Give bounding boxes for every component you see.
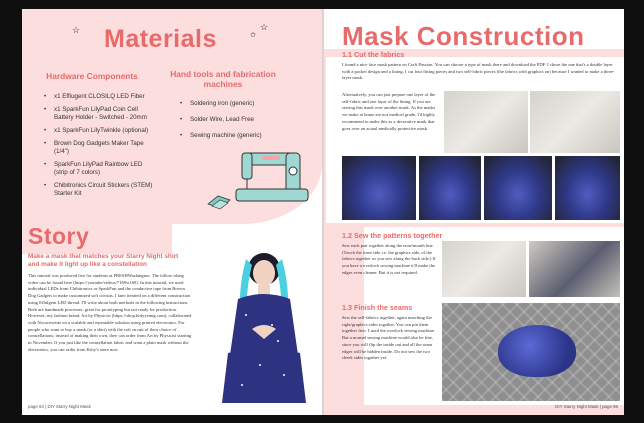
magazine-spread [22, 9, 624, 415]
fabric-photo [484, 156, 552, 220]
mask-fabric [498, 325, 576, 377]
section-text-finish: Sew the self-fabrics together, again matching the right/graphics sides together. You can pin them together first. I used the overlock sewing machine. But a normal sewing machine would also be fine, since you will flip the inside out and all the seam edges will be hidden inside. Do not sew the two cheek sides together yet. [342, 315, 435, 361]
star-icon: ☆ [72, 25, 81, 35]
fabric-photo [555, 156, 620, 220]
fabric-photo [342, 156, 416, 220]
tools-list [180, 100, 290, 148]
sewing-machine-illustration [234, 149, 312, 205]
story-subtitle: Make a mask that matches your Starry Night shirt and make it light up like a constellation [28, 253, 179, 268]
seams-photo [442, 303, 620, 401]
section-title-sew: 1.2 Sew the patterns together [342, 231, 443, 240]
story-title: Story [28, 223, 90, 249]
left-footer: page 64 | DIY Starry Night Mask [28, 404, 91, 409]
list-item: • Sewing machine (generic) [180, 132, 290, 140]
star-icon: ☆ [260, 22, 269, 32]
story-text: This tutorial was produced live for students at FRESHWashington. The follow-along video can be found here (https://youtube/videos/7169w169). In this tutorial, we used individual LEDs from Chibitronics or SparkFun and the conductive tape from Brown Dog Gadgets to make customized soft circuits. I later iterated on a different construction using Effulgent LED thread. I'll write about both methods in the following instructions. Both are handmade processes, great for prototyping but not ready for production. However, my fashion brand, Art by Physicist (https://shop.kittyyeung.com), collaborated with Nocaceventz on a scalable and repeatable solution using printed electronics. For people who want to buy a mask (or a shirt) with the soft circuit of their choice of constellations, instead of making their own, they can order from Art by Physicist starting in November. If you just like the constellation fabric and want a plain mask without the electronics, you can order from Kitty's store now. [28, 273, 192, 352]
list-item: • x1 SparkFun LilyPad Coin Cell Battery Holder - Switched - 20mm [44, 106, 154, 122]
hardware-list [44, 93, 154, 203]
list-item: • Brown Dog Gadgets Maker Tape (1/4") [44, 140, 154, 156]
list-item: • x1 SparkFun LilyTwinkle (optional) [44, 127, 154, 135]
section-title-cut: 1.1 Cut the fabrics [342, 50, 405, 59]
model-photo [202, 235, 320, 403]
list-item: • Soldering iron (generic) [180, 100, 290, 108]
list-item: • x1 Effiugent CLOSILQ LED Fiber [44, 93, 154, 101]
list-item: • Solder Wire, Lead Free [180, 116, 290, 124]
hardware-title: Hardware Components [46, 71, 138, 81]
section-text-cut-2: Alternatively, you can just prepare one layer of the self-fabric and one layer of the lining. If you are sewing this mask over another mask. As the masks we make at home are not medical grade, I'd highly recommend to make this as a decorative mask that goes over an actual medically protective mask. [342, 92, 436, 131]
sewing-photo [529, 241, 620, 297]
tools-title: Hand tools and fabrication machines [170, 69, 276, 89]
list-item: • Chibitronics Circuit Stickers (STEM) Starter Kit [44, 182, 154, 198]
section-text-cut-1: I found a nice face mask pattern on Craft Passion. You can choose a type of mask there and download the PDF. I chose the one that's a double layer with a pocket design and a lining. I cut four fitting pieces and two self-fabric pieces (the fabrics with graphics on) because I wanted to make a three-layer mask. [342, 62, 615, 81]
fabric-icon [206, 194, 232, 210]
pattern-photo [444, 91, 528, 153]
sewing-photo [442, 241, 526, 297]
materials-title: Materials [104, 25, 217, 53]
section-text-sew: Sew each pair together along the nose/mouth line. (Touch the front side i.e. the graphics side, of the fabrics together so you sew along the back side.) If you have a overlock sewing machine it'll make the edges even cleaner. But it is not required. [342, 243, 436, 275]
section-title-finish: 1.3 Finish the seams [342, 303, 413, 312]
fabric-photo [419, 156, 481, 220]
star-icon: ✩ [250, 32, 256, 39]
right-page [324, 9, 624, 415]
pattern-photo [530, 91, 620, 153]
list-item: • SparkFun LilyPad Rainbow LED (strip of 7 colors) [44, 161, 154, 177]
mask-construction-title: Mask Construction [342, 21, 585, 51]
left-page [22, 9, 322, 415]
right-footer: DIY Starry Night Mask | page 65 [555, 404, 618, 409]
